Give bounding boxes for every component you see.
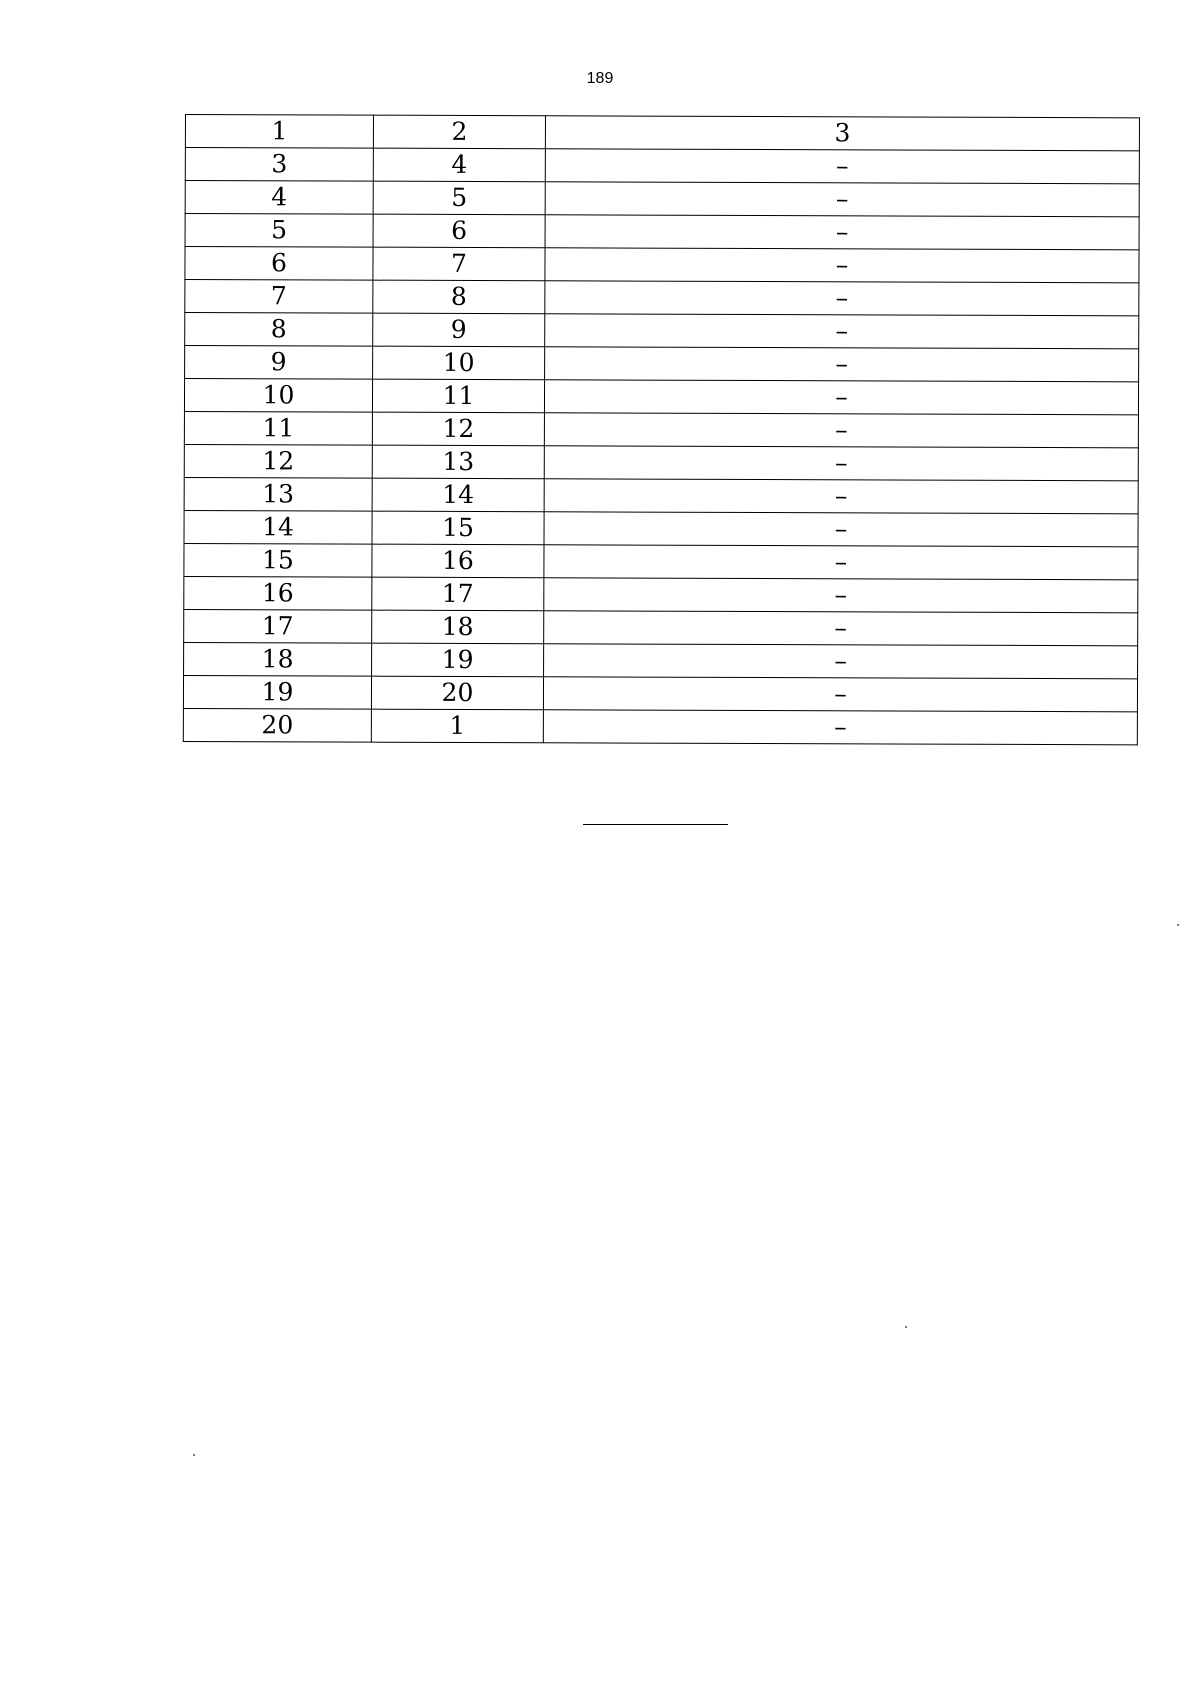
table-row xyxy=(185,346,1139,382)
table-cell: 9 xyxy=(373,313,545,347)
table-cell: 20 xyxy=(183,708,371,742)
table-cell: 2 xyxy=(373,115,545,149)
table-cell: – xyxy=(545,281,1139,316)
table-cell: 1 xyxy=(371,709,543,743)
table-row xyxy=(184,543,1138,579)
table-cell: – xyxy=(545,149,1139,184)
table-cell: 10 xyxy=(373,346,545,380)
table-cell: – xyxy=(544,512,1138,547)
table-cell: 14 xyxy=(372,478,544,512)
end-rule xyxy=(583,824,728,825)
table-cell: 4 xyxy=(373,148,545,182)
table-cell: 17 xyxy=(372,577,544,611)
page-number: 189 xyxy=(586,70,614,87)
table-cell: 11 xyxy=(184,411,372,445)
table-cell: 3 xyxy=(185,148,373,182)
table-cell: 12 xyxy=(372,412,544,446)
table-cell: – xyxy=(544,545,1138,580)
table-cell: 7 xyxy=(373,247,545,281)
table-row xyxy=(183,708,1137,744)
table-cell: 17 xyxy=(184,609,372,643)
table-row xyxy=(185,115,1139,151)
scan-speck xyxy=(193,1454,195,1456)
table-cell: – xyxy=(543,710,1137,745)
table-row xyxy=(184,510,1138,546)
table-cell: – xyxy=(544,479,1138,514)
table-row xyxy=(183,675,1137,711)
table-row xyxy=(184,576,1138,612)
table-cell: – xyxy=(544,611,1138,646)
table-cell: – xyxy=(545,215,1139,250)
table-cell: – xyxy=(545,248,1139,283)
table-cell: – xyxy=(545,314,1139,349)
table-cell: 7 xyxy=(185,280,373,314)
table-row xyxy=(185,214,1139,250)
table-row xyxy=(184,642,1138,678)
table-cell: – xyxy=(544,446,1138,481)
table-body xyxy=(183,115,1139,745)
table-row xyxy=(184,609,1138,645)
table-cell: – xyxy=(544,644,1138,679)
table-cell: – xyxy=(543,677,1137,712)
table-cell: 6 xyxy=(373,214,545,248)
table-row xyxy=(185,181,1139,217)
table-row xyxy=(184,444,1138,480)
table-cell: 16 xyxy=(372,544,544,578)
table-cell: 18 xyxy=(184,642,372,676)
table-cell: 5 xyxy=(373,181,545,215)
table-row xyxy=(185,247,1139,283)
table-cell: – xyxy=(544,413,1138,448)
table-cell: 4 xyxy=(185,181,373,215)
scan-speck xyxy=(1177,924,1179,926)
table-cell: 18 xyxy=(372,610,544,644)
table-cell: 14 xyxy=(184,510,372,544)
table-row xyxy=(184,411,1138,447)
table-cell: – xyxy=(545,182,1139,217)
table-cell: 8 xyxy=(185,313,373,347)
table-cell: 20 xyxy=(371,676,543,710)
scan-speck xyxy=(905,1326,907,1328)
table-cell: 13 xyxy=(372,445,544,479)
table-cell: 19 xyxy=(183,675,371,709)
table-cell: – xyxy=(545,347,1139,382)
table-cell: 15 xyxy=(372,511,544,545)
table-row xyxy=(184,477,1138,513)
table-cell: 5 xyxy=(185,214,373,248)
table-cell: 12 xyxy=(184,444,372,478)
table-row xyxy=(184,379,1138,415)
table-cell: 3 xyxy=(545,116,1139,151)
table-cell: 16 xyxy=(184,576,372,610)
data-table xyxy=(183,114,1140,745)
table-cell: – xyxy=(544,578,1138,613)
table-cell: 11 xyxy=(372,379,544,413)
table-cell: 10 xyxy=(184,379,372,413)
table-row xyxy=(185,313,1139,349)
table-cell: 19 xyxy=(372,643,544,677)
table-cell: 15 xyxy=(184,543,372,577)
table-row xyxy=(185,148,1139,184)
table-cell: 1 xyxy=(185,115,373,149)
table-cell: – xyxy=(544,380,1138,415)
table-cell: 13 xyxy=(184,477,372,511)
table-cell: 9 xyxy=(185,346,373,380)
table-cell: 6 xyxy=(185,247,373,281)
table-cell: 8 xyxy=(373,280,545,314)
table-row xyxy=(185,280,1139,316)
